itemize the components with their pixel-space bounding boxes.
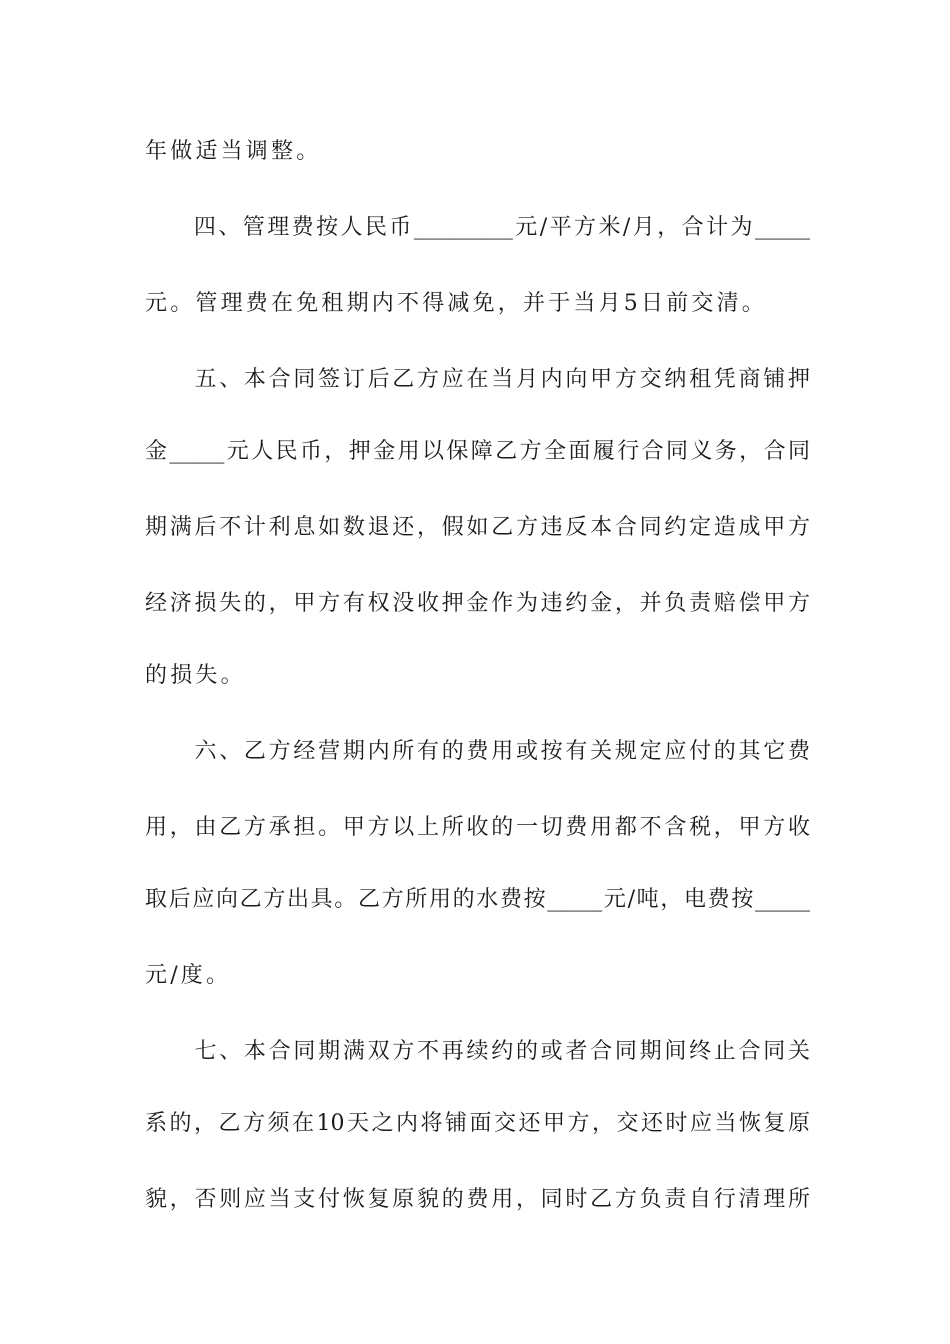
- text-line-3: 元。管理费在免租期内不得减免，并于当月5日前交清。: [145, 291, 767, 316]
- text-line-13: 七、本合同期满双方不再续约的或者合同期间终止合同关: [145, 1039, 810, 1064]
- text-line-6: 期满后不计利息如数退还，假如乙方违反本合同约定造成甲方: [145, 515, 810, 540]
- text-line-15: 貌，否则应当支付恢复原貌的费用，同时乙方负责自行清理所: [145, 1187, 810, 1212]
- text-line-2: 四、管理费按人民币_________元/平方米/月，合计为_____: [145, 215, 810, 240]
- text-line-4: 五、本合同签订后乙方应在当月内向甲方交纳租凭商铺押: [145, 367, 810, 392]
- text-line-10: 用，由乙方承担。甲方以上所收的一切费用都不含税，甲方收: [145, 815, 810, 840]
- text-line-7: 经济损失的，甲方有权没收押金作为违约金，并负责赔偿甲方: [145, 591, 810, 616]
- text-line-9: 六、乙方经营期内所有的费用或按有关规定应付的其它费: [145, 739, 810, 764]
- text-line-14: 系的，乙方须在10天之内将铺面交还甲方，交还时应当恢复原: [145, 1111, 810, 1136]
- text-line-1: 年做适当调整。: [145, 139, 322, 164]
- text-line-8: 的损失。: [145, 663, 246, 688]
- text-line-11: 取后应向乙方出具。乙方所用的水费按_____元/吨，电费按_____: [145, 887, 810, 912]
- text-line-12: 元/度。: [145, 963, 232, 988]
- text-line-5: 金_____元人民币，押金用以保障乙方全面履行合同义务，合同: [145, 439, 810, 464]
